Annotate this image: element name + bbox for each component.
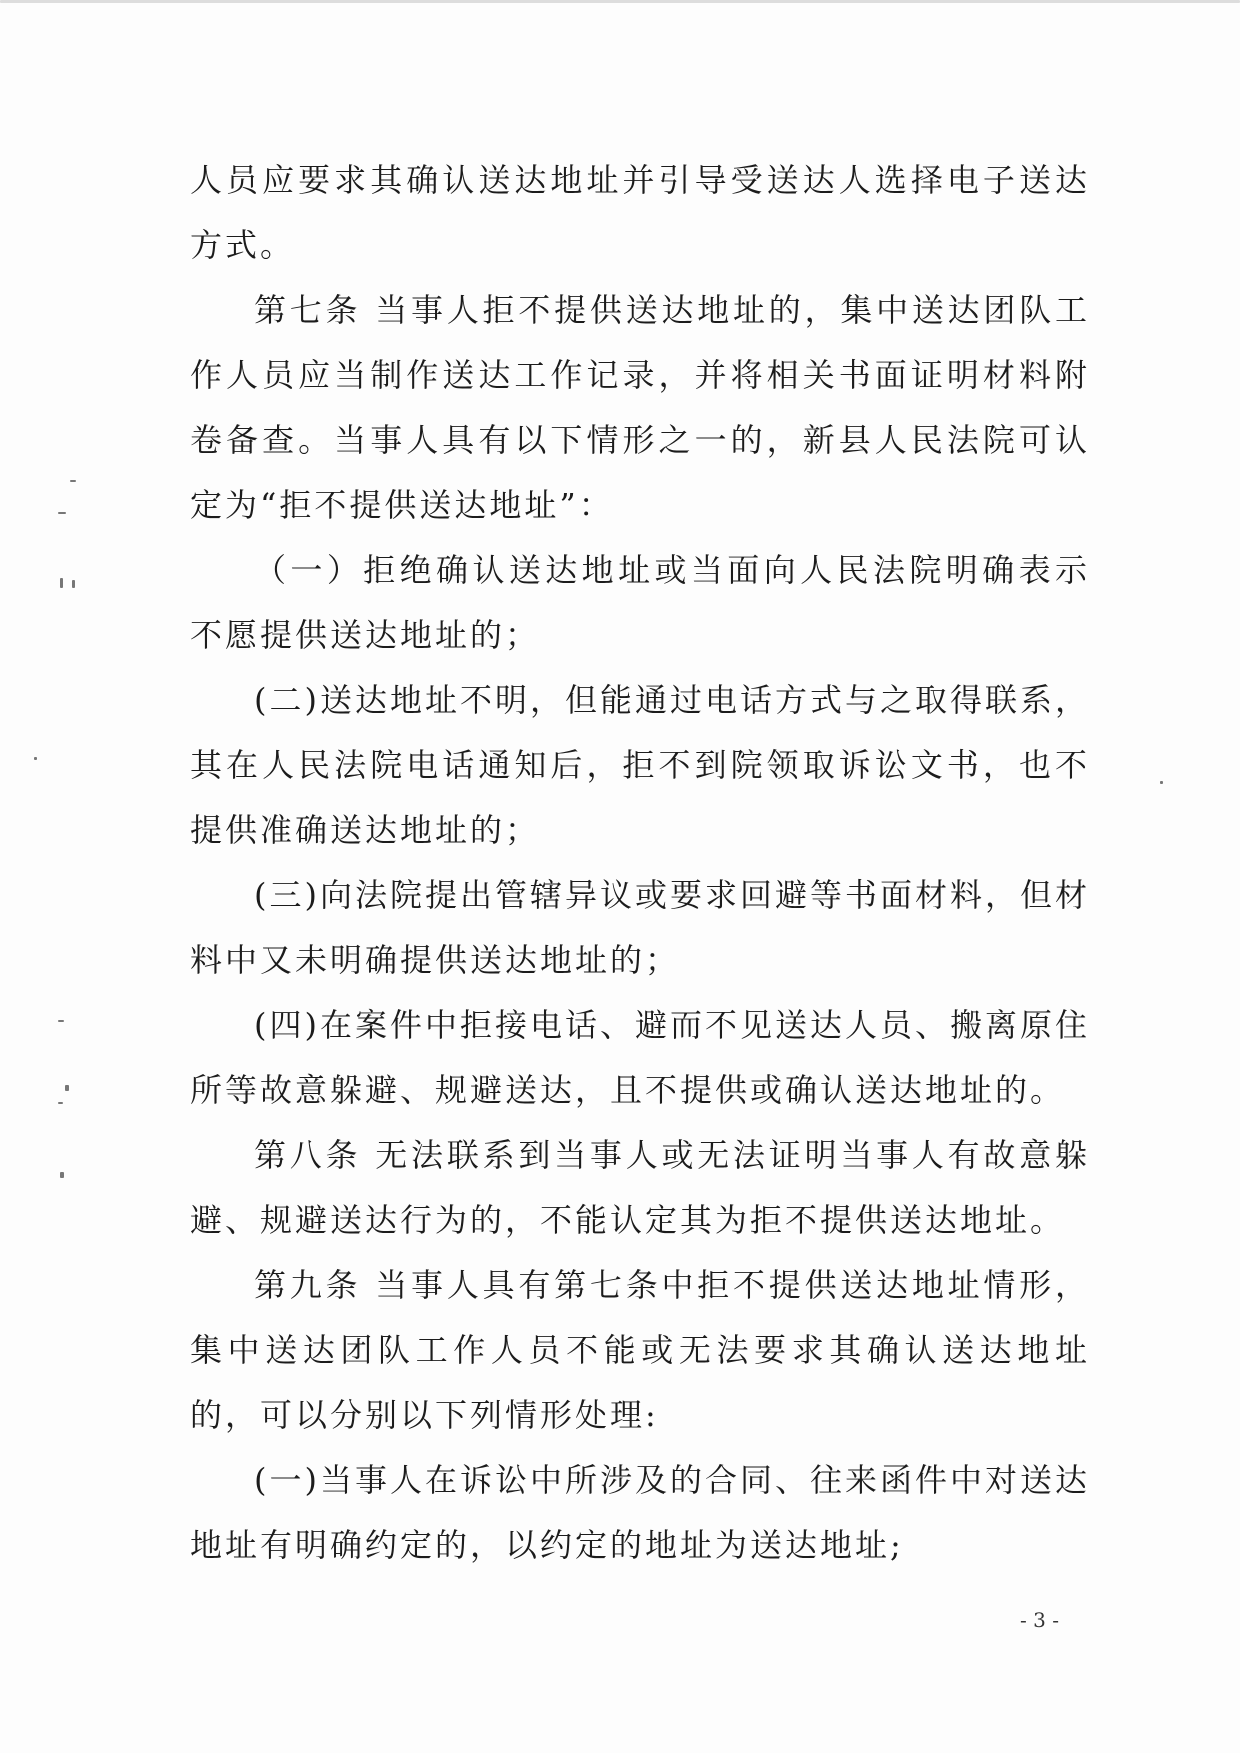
page-number: - 3 - (1020, 1608, 1059, 1632)
scan-artifact-mark (72, 580, 75, 588)
scan-artifact-mark (60, 578, 63, 588)
article-nine-item-one: (一)当事人在诉讼中所涉及的合同、往来函件中对送达地址有明确约定的，以约定的地址为送达地址; (190, 1461, 1090, 1564)
scan-artifact-mark (65, 1085, 69, 1091)
document-body (190, 148, 1090, 1578)
scan-artifact-mark (34, 757, 37, 760)
article-seven-item-one: （一）拒绝确认送达地址或当面向人民法院明确表示不愿提供送达地址的； (190, 551, 1090, 654)
scan-artifact-mark (58, 1020, 64, 1022)
article-eight: 第八条 无法联系到当事人或无法证明当事人有故意躲避、规避送达行为的，不能认定其为拒不提供送达地址。 (190, 1136, 1090, 1239)
article-nine: 第九条 当事人具有第七条中拒不提供送达地址情形，集中送达团队工作人员不能或无法要求其确认送达地址的，可以分别以下列情形处理: (190, 1266, 1090, 1434)
paragraph-continued: 人员应要求其确认送达地址并引导受送达人选择电子送达方式。 (190, 161, 1090, 264)
article-seven: 第七条 当事人拒不提供送达地址的，集中送达团队工作人员应当制作送达工作记录，并将相关书面证明材料附卷备查。当事人具有以下情形之一的，新县人民法院可认定为“拒不提供送达地址”： (190, 291, 1090, 524)
scan-artifact-mark (0, 0, 1240, 3)
scan-artifact-mark (60, 1172, 64, 1178)
scan-artifact-mark (1160, 781, 1163, 784)
article-seven-item-three: (三)向法院提出管辖异议或要求回避等书面材料，但材料中又未明确提供送达地址的； (190, 876, 1090, 979)
scan-artifact-mark (58, 1102, 63, 1104)
scan-artifact-mark (58, 512, 66, 514)
article-seven-item-four: (四)在案件中拒接电话、避而不见送达人员、搬离原住所等故意躲避、规避送达，且不提供或确认送达地址的。 (190, 1006, 1090, 1109)
scan-artifact-mark (70, 480, 76, 482)
article-seven-item-two: (二)送达地址不明，但能通过电话方式与之取得联系，其在人民法院电话通知后，拒不到院领取诉讼文书，也不提供准确送达地址的； (190, 681, 1090, 849)
